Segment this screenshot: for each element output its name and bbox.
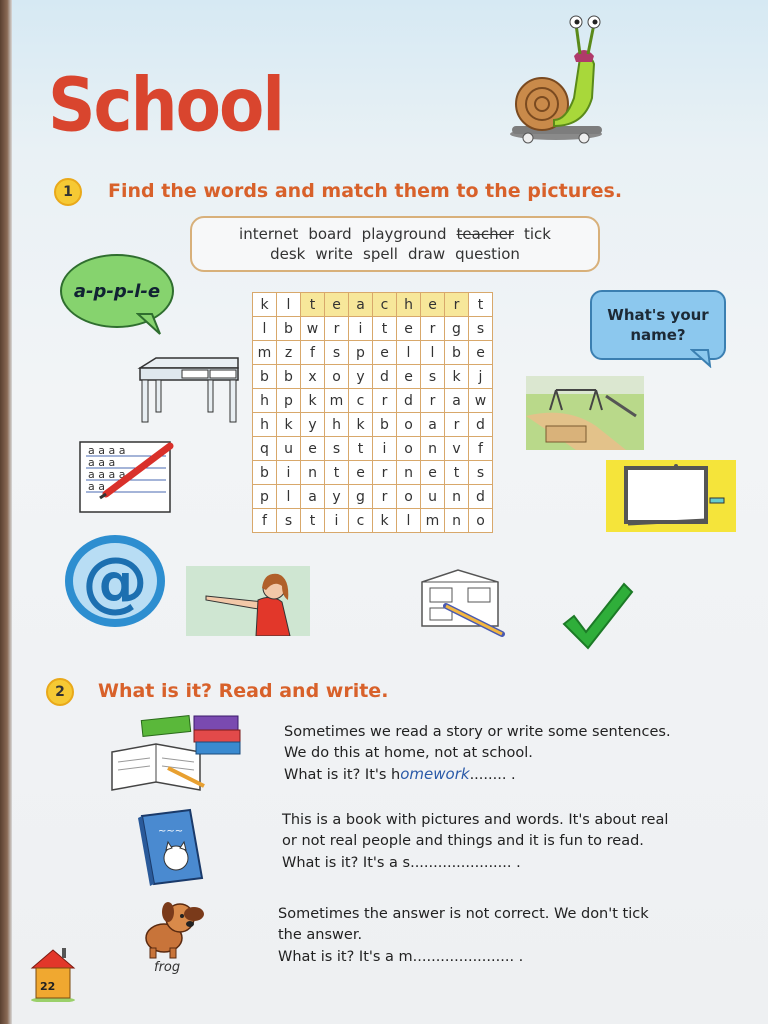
grid-letter[interactable]: o xyxy=(325,365,349,389)
grid-row xyxy=(253,317,493,341)
word-search-grid xyxy=(252,292,493,533)
grid-row xyxy=(253,413,493,437)
grid-letter[interactable]: y xyxy=(325,485,349,509)
grid-letter[interactable]: r xyxy=(373,461,397,485)
grid-letter[interactable]: f xyxy=(253,509,277,533)
page-binding-edge xyxy=(0,0,12,1024)
grid-letter[interactable]: y xyxy=(301,413,325,437)
grid-letter[interactable]: e xyxy=(397,365,421,389)
grid-letter[interactable]: a xyxy=(349,293,373,317)
word-box-word: question xyxy=(455,245,520,263)
grid-letter[interactable]: e xyxy=(421,461,445,485)
word-box-word: tick xyxy=(523,225,551,243)
board-icon xyxy=(606,460,736,532)
frog-label: frog xyxy=(154,960,181,975)
exercise-2-item-1 xyxy=(284,722,671,786)
grid-letter[interactable]: e xyxy=(349,461,373,485)
grid-letter[interactable]: e xyxy=(373,341,397,365)
spell-speech-bubble: a-p-p-l-e xyxy=(60,254,174,328)
question-speech-bubble: What's your name? xyxy=(590,290,726,360)
exercise-1-title: Find the words and match them to the pictures. xyxy=(108,180,623,202)
word-box-word: playground xyxy=(361,225,447,243)
at-sign-icon xyxy=(62,532,168,630)
word-box-row-1 xyxy=(192,224,598,244)
word-box-word: internet xyxy=(239,225,299,243)
grid-letter[interactable]: r xyxy=(373,389,397,413)
svg-text:a a: a a xyxy=(88,480,105,493)
grid-letter[interactable]: s xyxy=(325,341,349,365)
grid-letter[interactable]: y xyxy=(349,365,373,389)
grid-letter[interactable]: h xyxy=(253,389,277,413)
grid-letter[interactable]: i xyxy=(277,461,301,485)
grid-letter[interactable]: l xyxy=(277,485,301,509)
grid-letter[interactable]: l xyxy=(253,317,277,341)
item-1-line-2: We do this at home, not at school. xyxy=(284,745,533,761)
svg-text:a a a: a a a xyxy=(88,456,116,469)
grid-letter[interactable]: e xyxy=(325,293,349,317)
exercise-2-item-2 xyxy=(282,810,668,874)
desk-icon xyxy=(136,354,242,424)
grid-letter[interactable]: h xyxy=(325,413,349,437)
grid-letter[interactable]: f xyxy=(469,437,493,461)
grid-letter[interactable]: r xyxy=(421,389,445,413)
grid-letter[interactable]: n xyxy=(445,485,469,509)
grid-letter[interactable]: t xyxy=(373,317,397,341)
exercise-1-number: 1 xyxy=(54,178,82,206)
grid-letter[interactable]: m xyxy=(253,341,277,365)
grid-letter[interactable]: b xyxy=(445,341,469,365)
grid-letter[interactable]: t xyxy=(469,293,493,317)
books-homework-icon xyxy=(108,712,248,794)
word-box-row-2 xyxy=(192,244,598,264)
grid-letter[interactable]: r xyxy=(373,485,397,509)
item-2-question: What is it? It's a s...................... . xyxy=(282,855,521,871)
grid-letter[interactable]: b xyxy=(373,413,397,437)
grid-letter[interactable]: m xyxy=(421,509,445,533)
grid-letter[interactable]: z xyxy=(277,341,301,365)
grid-row xyxy=(253,485,493,509)
grid-letter[interactable]: o xyxy=(397,413,421,437)
svg-text:a a a a: a a a a xyxy=(88,444,126,457)
grid-letter[interactable]: v xyxy=(445,437,469,461)
grid-letter[interactable]: i xyxy=(325,509,349,533)
grid-letter[interactable]: h xyxy=(253,413,277,437)
grid-letter[interactable]: g xyxy=(445,317,469,341)
teacher-icon xyxy=(186,566,310,636)
word-box-word: board xyxy=(308,225,352,243)
grid-letter[interactable]: q xyxy=(253,437,277,461)
page-number: 22 xyxy=(40,980,56,993)
page-title: School xyxy=(48,62,283,149)
grid-letter[interactable]: p xyxy=(349,341,373,365)
grid-letter[interactable]: r xyxy=(445,293,469,317)
grid-row xyxy=(253,509,493,533)
exercise-2-number: 2 xyxy=(46,678,74,706)
grid-letter[interactable]: k xyxy=(253,293,277,317)
word-box-word: spell xyxy=(363,245,398,263)
grid-letter[interactable]: t xyxy=(349,437,373,461)
playground-icon xyxy=(526,376,644,450)
grid-row xyxy=(253,365,493,389)
grid-letter[interactable]: l xyxy=(277,293,301,317)
grid-letter[interactable]: r xyxy=(421,317,445,341)
grid-letter[interactable]: f xyxy=(301,341,325,365)
grid-letter[interactable]: n xyxy=(301,461,325,485)
grid-letter[interactable]: l xyxy=(397,509,421,533)
grid-letter[interactable]: h xyxy=(397,293,421,317)
exercise-2-item-3 xyxy=(278,904,649,968)
grid-letter[interactable]: s xyxy=(421,365,445,389)
grid-letter[interactable]: n xyxy=(445,509,469,533)
grid-letter[interactable]: x xyxy=(301,365,325,389)
grid-letter[interactable]: d xyxy=(469,413,493,437)
grid-letter[interactable]: k xyxy=(301,389,325,413)
grid-letter[interactable]: b xyxy=(253,461,277,485)
storybook-icon xyxy=(138,808,206,886)
grid-letter[interactable]: b xyxy=(277,317,301,341)
grid-letter[interactable]: s xyxy=(325,437,349,461)
grid-letter[interactable]: k xyxy=(445,365,469,389)
svg-text:~~~: ~~~ xyxy=(158,826,184,837)
grid-letter[interactable]: r xyxy=(325,317,349,341)
grid-letter[interactable]: e xyxy=(469,341,493,365)
grid-row xyxy=(253,461,493,485)
grid-letter[interactable]: k xyxy=(373,509,397,533)
speech-bubble-tail-icon xyxy=(136,312,166,338)
grid-letter[interactable]: r xyxy=(445,413,469,437)
speech-bubble-tail-icon xyxy=(690,348,714,368)
grid-letter[interactable]: a xyxy=(421,413,445,437)
grid-letter[interactable]: c xyxy=(349,509,373,533)
grid-letter[interactable]: d xyxy=(373,365,397,389)
grid-letter[interactable]: b xyxy=(277,365,301,389)
grid-letter[interactable]: p xyxy=(253,485,277,509)
item-1-answer[interactable]: omework xyxy=(400,765,470,783)
grid-letter[interactable]: t xyxy=(301,293,325,317)
tick-icon xyxy=(560,580,634,652)
svg-text:a a a a: a a a a xyxy=(88,468,126,481)
grid-letter[interactable]: l xyxy=(397,341,421,365)
grid-letter[interactable]: k xyxy=(277,413,301,437)
word-box-word: desk xyxy=(270,245,306,263)
word-box-word: teacher xyxy=(456,225,514,243)
grid-letter[interactable]: t xyxy=(301,509,325,533)
grid-letter[interactable]: n xyxy=(421,437,445,461)
grid-letter[interactable]: j xyxy=(469,365,493,389)
grid-letter[interactable]: o xyxy=(397,437,421,461)
item-3-line-2: the answer. xyxy=(278,927,363,943)
item-3-line-1: Sometimes the answer is not correct. We don't tick xyxy=(278,906,649,922)
item-2-line-2: or not real people and things and it is fun to read. xyxy=(282,833,644,849)
grid-letter[interactable]: s xyxy=(469,461,493,485)
grid-row xyxy=(253,341,493,365)
grid-row xyxy=(253,293,493,317)
grid-letter[interactable]: w xyxy=(301,317,325,341)
word-box xyxy=(190,216,600,272)
grid-letter[interactable]: o xyxy=(397,485,421,509)
grid-letter[interactable]: i xyxy=(349,317,373,341)
grid-letter[interactable]: p xyxy=(277,389,301,413)
grid-row xyxy=(253,389,493,413)
page-number-house-icon xyxy=(30,946,76,1002)
svg-text:@: @ xyxy=(82,543,148,620)
grid-letter[interactable]: d xyxy=(469,485,493,509)
word-box-word: draw xyxy=(407,245,446,263)
grid-letter[interactable]: s xyxy=(277,509,301,533)
write-icon xyxy=(78,440,178,516)
item-3-question: What is it? It's a m...................... . xyxy=(278,949,524,965)
grid-letter[interactable]: d xyxy=(397,389,421,413)
grid-letter[interactable]: u xyxy=(421,485,445,509)
grid-letter[interactable]: n xyxy=(397,461,421,485)
grid-letter[interactable]: g xyxy=(349,485,373,509)
grid-letter[interactable]: a xyxy=(301,485,325,509)
grid-letter[interactable]: o xyxy=(469,509,493,533)
grid-letter[interactable]: t xyxy=(325,461,349,485)
grid-letter[interactable]: e xyxy=(301,437,325,461)
grid-letter[interactable]: w xyxy=(469,389,493,413)
draw-icon xyxy=(418,568,508,640)
grid-letter[interactable]: c xyxy=(373,293,397,317)
grid-letter[interactable]: u xyxy=(277,437,301,461)
exercise-2-title: What is it? Read and write. xyxy=(98,680,389,702)
grid-letter[interactable]: e xyxy=(421,293,445,317)
grid-letter[interactable]: s xyxy=(469,317,493,341)
grid-letter[interactable]: i xyxy=(373,437,397,461)
grid-letter[interactable]: c xyxy=(349,389,373,413)
grid-letter[interactable]: l xyxy=(421,341,445,365)
snail-skateboard-icon xyxy=(494,8,614,148)
grid-letter[interactable]: k xyxy=(349,413,373,437)
word-box-word: write xyxy=(315,245,354,263)
item-1-line-1: Sometimes we read a story or write some sentences. xyxy=(284,724,671,740)
grid-letter[interactable]: t xyxy=(445,461,469,485)
grid-letter[interactable]: b xyxy=(253,365,277,389)
grid-letter[interactable]: e xyxy=(397,317,421,341)
grid-row xyxy=(253,437,493,461)
item-2-line-1: This is a book with pictures and words. It's about real xyxy=(282,812,669,828)
grid-letter[interactable]: m xyxy=(325,389,349,413)
dog-icon xyxy=(136,898,210,960)
item-1-question: What is it? It's homework........ . xyxy=(284,765,516,783)
grid-letter[interactable]: a xyxy=(445,389,469,413)
